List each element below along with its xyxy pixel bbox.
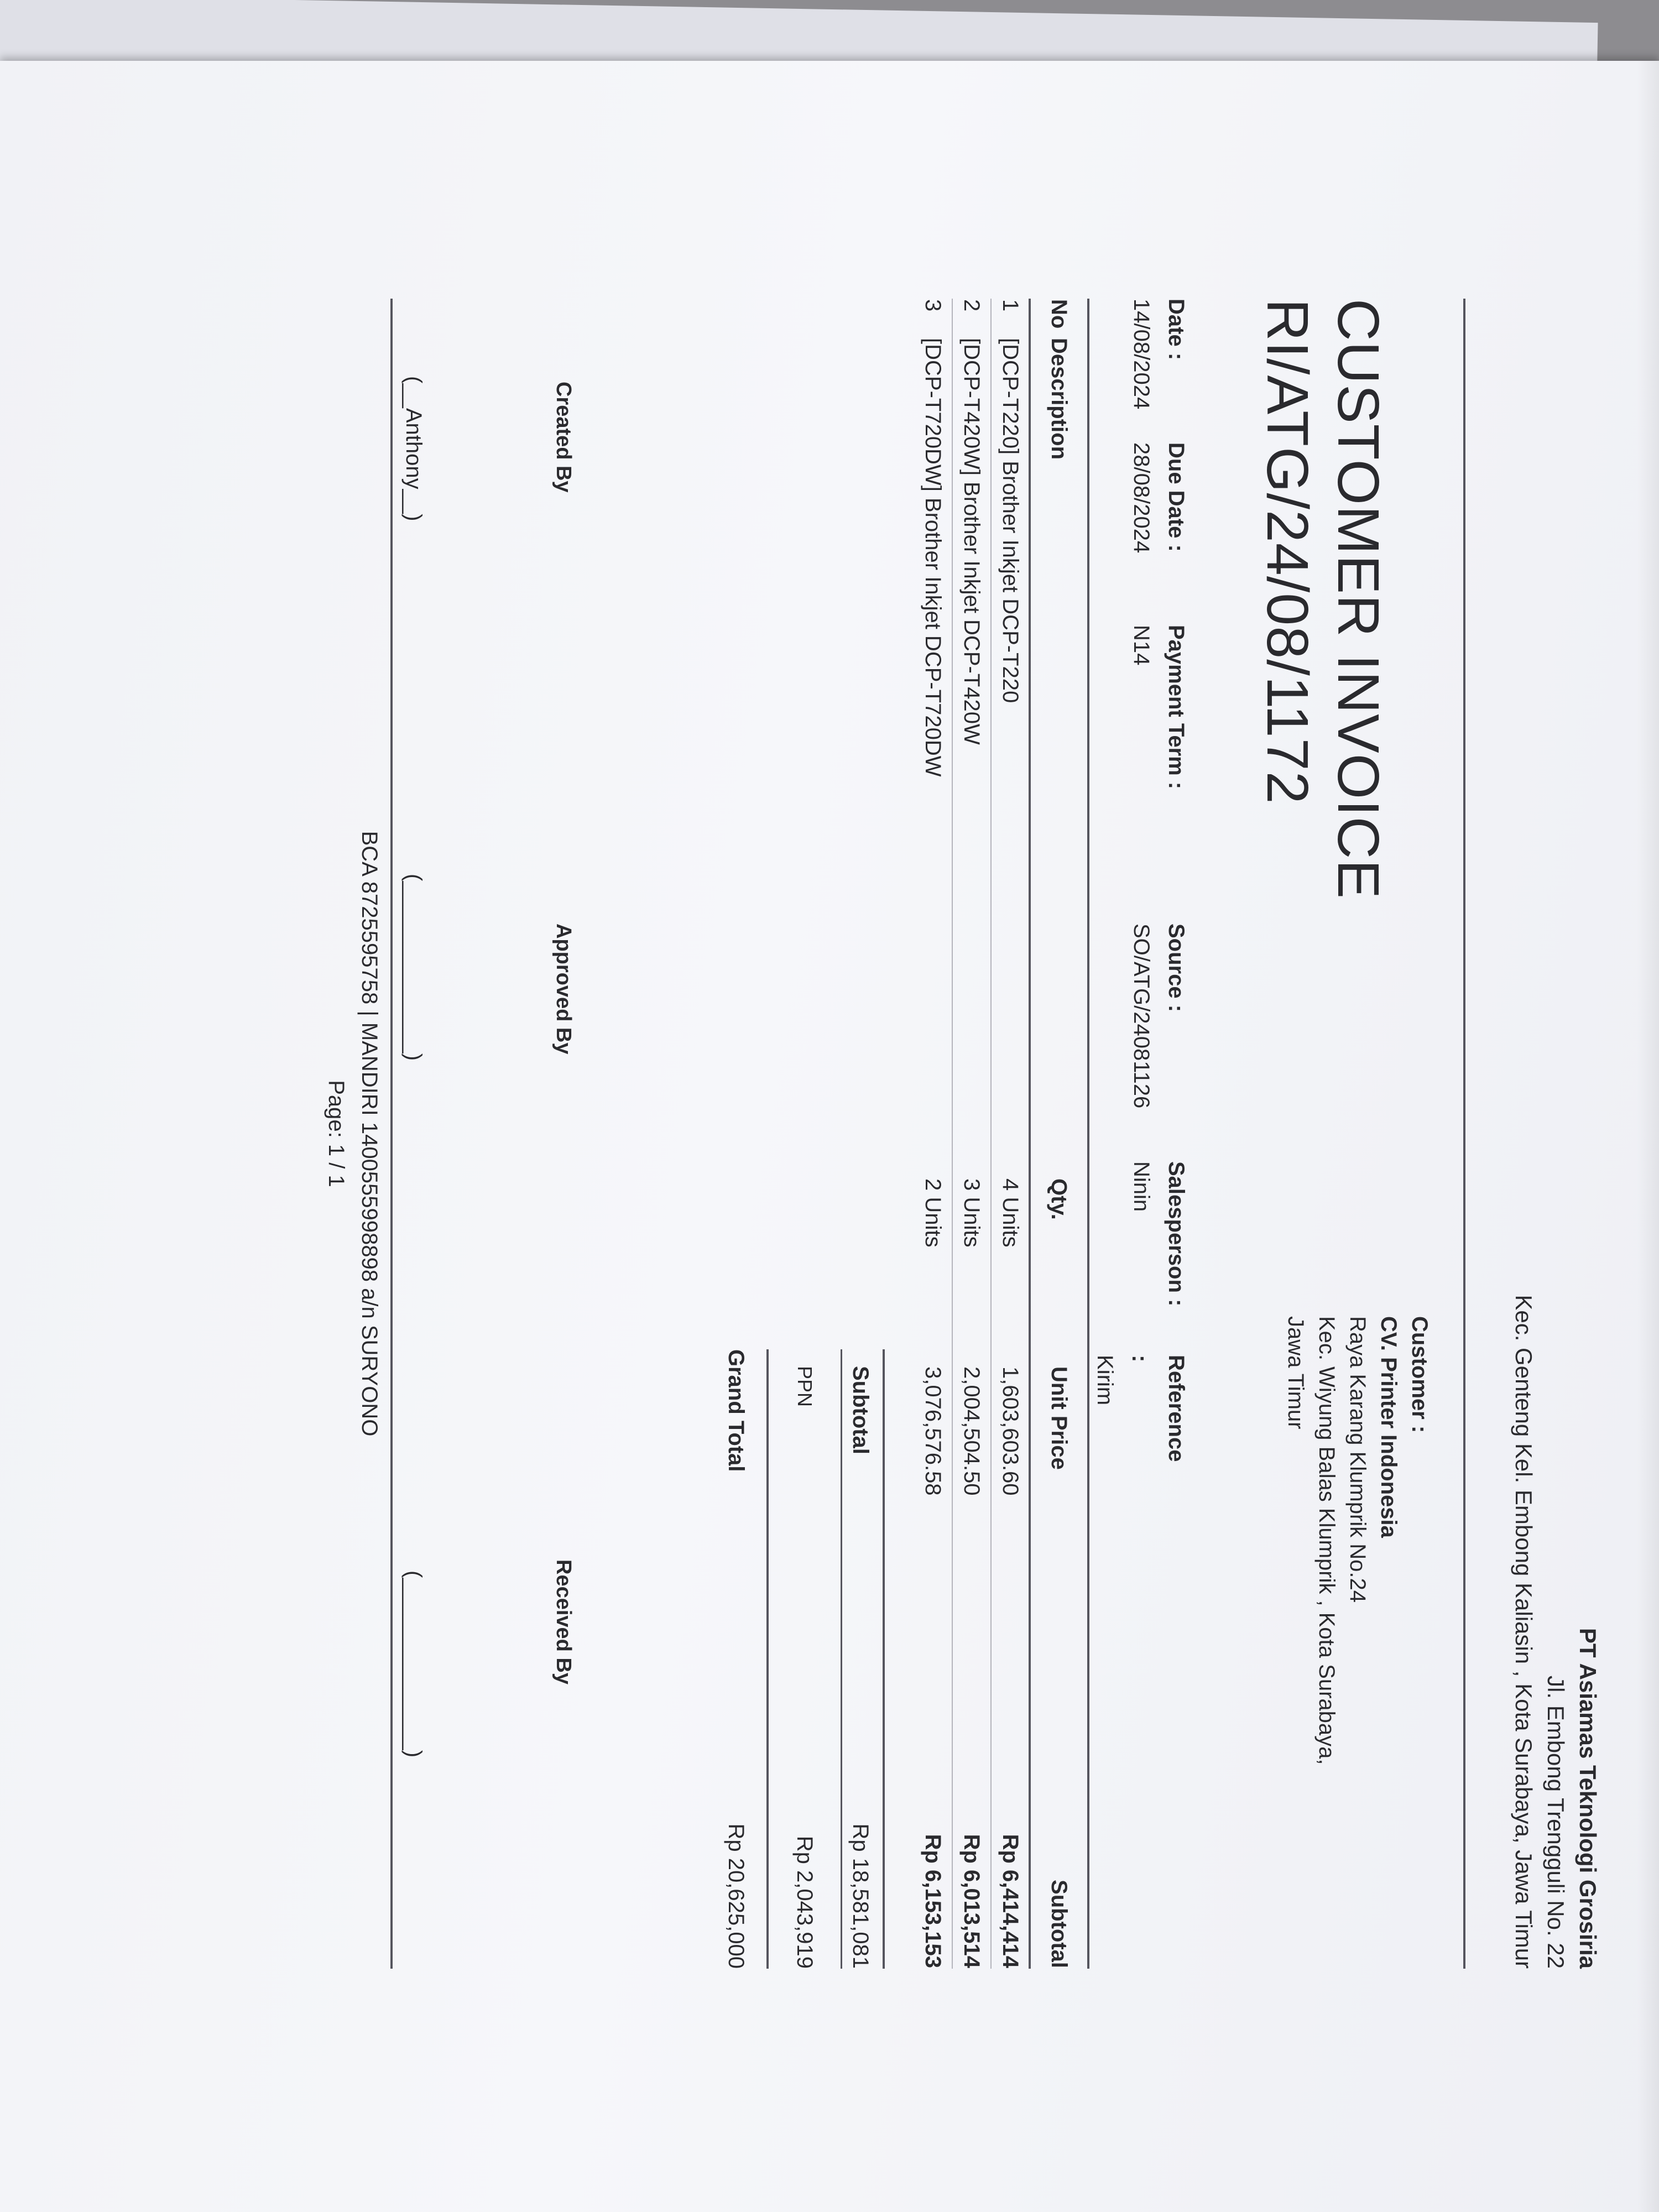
row-qty: 2 Units — [921, 1178, 945, 1248]
approved-by-label: Approved By — [552, 924, 575, 1055]
customer-name: CV. Printer Indonesia — [1376, 1316, 1401, 1538]
company-address-line-2: Kec. Genteng Kel. Embong Kaliasin , Kota Surabaya, Jawa Timur — [1511, 1295, 1537, 1969]
payment-term-value: N14 — [1129, 625, 1154, 666]
grand-total-label: Grand Total — [724, 1349, 748, 1472]
grand-total-value: Rp 20,625,000 — [724, 1823, 748, 1969]
reference-value: Kirim — [1093, 1355, 1117, 1406]
meta-payment-term — [1125, 625, 1194, 789]
row-subtotal: Rp 6,414,414 — [991, 1626, 1030, 1969]
header-unit-price: Unit Price — [1030, 1366, 1088, 1626]
company-name: PT Asiamas Teknologi Grosiria — [1575, 1627, 1601, 1969]
source-value: SO/ATG/24081126 — [1129, 924, 1154, 1109]
customer-label: Customer : — [1407, 1316, 1432, 1433]
row-no: 1 — [991, 299, 1030, 337]
page-number: Page: 1 / 1 — [324, 1080, 348, 1187]
invoice-meta — [1093, 299, 1194, 1462]
reference-label: Reference : — [1128, 1355, 1188, 1462]
company-address-line-1: Jl. Embong Trengguli No. 22 — [1543, 1676, 1569, 1969]
footer-divider — [390, 299, 393, 1969]
table-header-row — [1030, 299, 1088, 1969]
row-subtotal: Rp 6,013,514 — [952, 1626, 991, 1969]
row-description: [DCP-T720DW] Brother Inkjet DCP-T720DW — [921, 338, 945, 777]
meta-reference — [1088, 1355, 1194, 1462]
subtotal-value: Rp 18,581,081 — [848, 1823, 873, 1969]
invoice-document — [288, 299, 1604, 1969]
customer-address-line-1: Raya Karang Klumprik No.24 — [1345, 1316, 1370, 1603]
subtotal-row — [841, 1349, 885, 1969]
ppn-row — [769, 1349, 841, 1969]
created-by-label: Created By — [552, 382, 575, 493]
approved-by-name: (______________) — [401, 874, 426, 1061]
row-qty: 4 Units — [991, 1178, 1030, 1366]
meta-source — [1125, 924, 1194, 1108]
meta-salesperson — [1125, 1161, 1194, 1306]
source-label: Source : — [1164, 924, 1188, 1013]
date-value: 14/08/2024 — [1129, 299, 1154, 410]
company-header — [1507, 1295, 1604, 1969]
payment-term-label: Payment Term : — [1164, 625, 1188, 790]
row-no: 2 — [952, 299, 991, 337]
totals-block — [708, 1349, 885, 1969]
received-by-name: (______________) — [401, 1571, 426, 1758]
date-label: Date : — [1164, 299, 1188, 361]
created-by-name: (__Anthony__) — [401, 376, 426, 521]
paper-edge-shadow — [1637, 61, 1659, 2212]
invoice-title-block — [1252, 299, 1394, 899]
salesperson-label: Salesperson : — [1164, 1161, 1188, 1307]
bank-info: BCA 8725595758 | MANDIRI 1400555998898 a/n SURYONO — [357, 831, 382, 1437]
header-no: No — [1030, 299, 1088, 337]
received-by-label: Received By — [552, 1559, 575, 1685]
header-qty: Qty. — [1030, 1178, 1088, 1366]
due-date-label: Due Date : — [1164, 442, 1188, 552]
row-subtotal: Rp 6,153,153 — [921, 1834, 945, 1968]
invoice-number: RI/ATG/24/08/1172 — [1255, 299, 1320, 805]
header-subtotal: Subtotal — [1030, 1626, 1088, 1969]
customer-address-line-3: Jawa Timur — [1284, 1316, 1308, 1430]
subtotal-label: Subtotal — [848, 1366, 873, 1454]
table-row — [991, 299, 1030, 1969]
row-unit-price: 1,603,603.60 — [991, 1366, 1030, 1626]
table-row — [914, 299, 952, 1969]
row-description: [DCP-T220] Brother Inkjet DCP-T220 — [991, 337, 1030, 1178]
customer-address-line-2: Kec. Wiyung Balas Klumprik , Kota Surabaya, — [1314, 1316, 1339, 1765]
header-divider — [1463, 299, 1465, 1969]
row-qty: 3 Units — [952, 1178, 991, 1366]
salesperson-value: Ninin — [1129, 1161, 1154, 1212]
line-items-table — [914, 299, 1089, 1969]
row-description: [DCP-T420W] Brother Inkjet DCP-T420W — [952, 337, 991, 1178]
ppn-value: Rp 2,043,919 — [792, 1835, 817, 1969]
table-row — [952, 299, 991, 1969]
row-unit-price: 2,004,504.50 — [952, 1366, 991, 1626]
due-date-value: 28/08/2024 — [1129, 442, 1154, 554]
row-no: 3 — [921, 299, 945, 312]
invoice-title: CUSTOMER INVOICE — [1326, 299, 1391, 899]
meta-date — [1125, 299, 1194, 409]
row-unit-price: 3,076,576.58 — [921, 1366, 945, 1496]
grand-total-row — [708, 1349, 769, 1969]
meta-due-date — [1125, 442, 1194, 553]
header-description: Description — [1030, 337, 1088, 1178]
ppn-label: PPN — [794, 1366, 816, 1407]
customer-block — [1280, 1316, 1435, 1924]
